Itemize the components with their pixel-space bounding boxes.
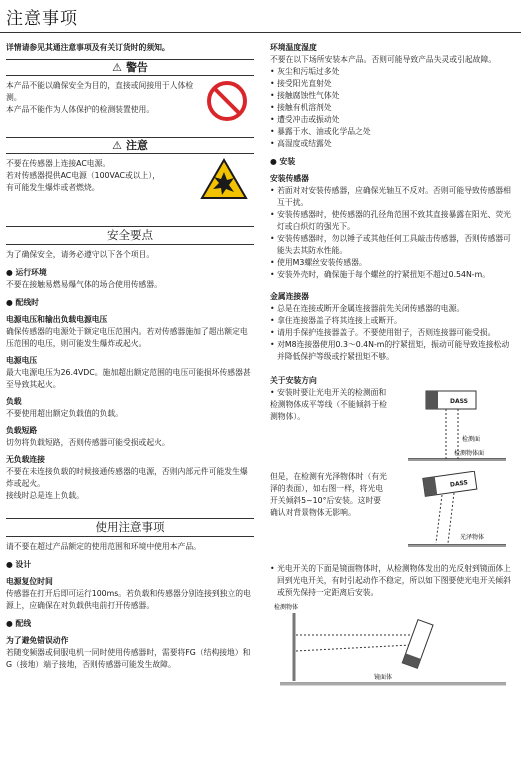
- warning-label: 警告: [125, 61, 148, 74]
- left-column: [6, 42, 254, 671]
- diagram-row-1: [270, 387, 516, 465]
- caution-label: 注意: [125, 139, 148, 152]
- brand-mark: DASS: [450, 398, 468, 405]
- sensor-item: • 若面对对安装传感器，应确保光轴互不反对。否则可能导致传感器相互干扰。: [270, 186, 511, 207]
- safety-heading: 安全要点: [6, 226, 254, 245]
- sub1-text: 确保传感器的电源处于额定电压范围内。若对传感器施加了超出额定电压范围的电压，则可能发生爆炸或起火。: [6, 327, 248, 348]
- parallel-mount-diagram: [388, 387, 508, 465]
- reset-text: 传感器在打开后即可运行100ms。若负载和传感器分别连接到独立的电源上，应确保在对负载供电前打开传感器。: [6, 589, 251, 610]
- env-title: 环境温度湿度: [270, 43, 317, 52]
- usage-wiring-heading: ● 配线: [6, 619, 32, 628]
- caution-line-1: 不要在传感器上连接AC电源。: [6, 159, 111, 168]
- warning-line-2: 本产品不能作为人体保护的检测装置使用。: [6, 105, 155, 114]
- conn-item: • 拿住连接器盖子将其连接上或断开。: [270, 316, 402, 325]
- sensor-item: • 安装外壳时，确保施于每个螺丝的拧紧扭矩不超过0.54N-m。: [270, 270, 491, 279]
- env-item: • 灰尘和污垢过多处: [270, 67, 340, 76]
- sensor-title: 安装传感器: [270, 174, 309, 183]
- dir-title: 关于安装方向: [270, 376, 317, 385]
- dir-text-2: 但是，在检测有光泽物体时（有光泽的表面），如右图一样，将光电开关倾斜5~10°后安装。这时要确认对背景物体无影响。: [270, 472, 387, 517]
- sub5-text2: 接线时总是连上负载。: [6, 491, 84, 500]
- sub5-text: 不要在未连接负载的时候接通传感器的电源，否则内部元件可能发生爆炸或起火。: [6, 467, 248, 488]
- caution-header: [6, 137, 254, 154]
- prohibit-icon: [206, 80, 248, 126]
- sensor-item: • 安装传感器时，使传感器的孔径角范围不致其直接暴露在阳光、荧光灯或白炽灯的强光下。: [270, 210, 511, 231]
- conn-item: • 请用手保护连接器盖子。不要使用钳子，否则连接器可能受损。: [270, 328, 496, 337]
- env-item: • 接触有机溶剂处: [270, 103, 332, 112]
- explosion-warning-icon: [200, 158, 248, 204]
- dir-text-3: • 光电开关的下面是镜面物体时，从检测物体发出的光反射到镜面体上回到光电开关，有时引起动作不稳定，所以如下图要使光电开关倾斜或预先保持一定距离后安装。: [270, 564, 511, 597]
- sub3-text: 不要使用超出额定负载值的负载。: [6, 409, 123, 418]
- env-text: 不要在接触易燃易爆气体的场合使用传感器。: [6, 280, 162, 289]
- label-gloss: 光泽物体: [460, 534, 485, 541]
- brand-mark: DASS: [449, 479, 469, 489]
- tilted-mount-diagram: [388, 471, 508, 555]
- safety-intro: 为了确保安全，请务必遵守以下各个项目。: [6, 250, 155, 259]
- sub5-title: 无负载连接: [6, 455, 45, 464]
- label-detect-face: 检测面: [462, 436, 481, 443]
- conn-item: • 对M8连接器使用0.3～0.4N-m的拧紧扭矩，振动可能导致连接松动并降低保护等级或拧紧扭矩不够。: [270, 340, 510, 361]
- wiring-heading: ● 配线时: [6, 298, 39, 307]
- usage-heading: 使用注意事项: [6, 518, 254, 537]
- usage-intro: 请不要在超过产品额定的使用范围和环境中使用本产品。: [6, 542, 201, 551]
- env-item: • 接受阳光直射处: [270, 79, 332, 88]
- mirror-diagram: [270, 599, 510, 691]
- label-obj: 检测物体: [274, 604, 299, 611]
- conn-item: • 总是在连接或断开金属连接器前先关闭传感器的电源。: [270, 304, 465, 313]
- warning-header: [6, 59, 254, 76]
- miss-text: 若随变频器或伺服电机一同时使用传感器时，需要将FG（结构接地）和G（接地）端子接地，否则传感器可能发生故障。: [6, 648, 251, 669]
- caution-triangle-icon: ⚠: [112, 139, 122, 152]
- title-rule: [0, 32, 521, 33]
- sub4-title: 负载短路: [6, 426, 38, 435]
- intro-note: 详情请参见其通注意事项及有关订货时的须知。: [6, 43, 170, 52]
- caution-block: [6, 158, 254, 204]
- env-item: • 遭受冲击或振动处: [270, 115, 340, 124]
- label-detect-obj: 检测物体面: [454, 450, 485, 457]
- sub2-text: 最大电源电压为26.4VDC。施加超出额定范围的电压可能损坏传感器甚至导致其起火。: [6, 368, 251, 389]
- sensor-item: • 安装传感器时，勿以锤子或其他任何工具敲击传感器，否则传感器可能失去其防水性能。: [270, 234, 511, 255]
- warning-triangle-icon: ⚠: [112, 61, 122, 74]
- right-column: [270, 42, 516, 695]
- env-item: • 接触腐蚀性气体处: [270, 91, 340, 100]
- reset-title: 电源复位时间: [6, 577, 53, 586]
- env-item: • 高湿度或结露处: [270, 139, 332, 148]
- install-heading: ● 安装: [270, 157, 296, 166]
- env-intro: 不要在以下场所安装本产品。否则可能导致产品失灵或引起故障。: [270, 55, 497, 64]
- label-mirror: 镜面体: [374, 674, 393, 681]
- warning-line-1: 本产品不能以确保安全为目的，直接或间接用于人体检测。: [6, 81, 194, 102]
- sub1-title: 电源电压和输出负载电源电压: [6, 315, 108, 324]
- env-item: • 暴露于水、油或化学品之处: [270, 127, 371, 136]
- conn-title: 金属连接器: [270, 292, 309, 301]
- caution-line-3: 有可能发生爆炸或者燃烧。: [6, 183, 100, 192]
- sub4-text: 切勿将负载短路，否则传感器可能受损或起火。: [6, 438, 170, 447]
- warning-block: [6, 80, 254, 126]
- caution-line-2: 若对传感器提供AC电源（100VAC或以上），: [6, 171, 161, 180]
- sensor-item: • 使用M3螺丝安装传感器。: [270, 258, 367, 267]
- page-title: 注意事项: [6, 9, 78, 29]
- dir-text-1: • 安装时要让光电开关的检测面和检测物体成平等线（不能倾斜于检测物体）。: [270, 388, 387, 421]
- sub2-title: 电源电压: [6, 356, 38, 365]
- diagram-row-2: [270, 471, 516, 555]
- design-heading: ● 设计: [6, 560, 32, 569]
- miss-title: 为了避免错误动作: [6, 636, 69, 645]
- env-heading: ● 运行环境: [6, 268, 47, 277]
- sub3-title: 负载: [6, 397, 22, 406]
